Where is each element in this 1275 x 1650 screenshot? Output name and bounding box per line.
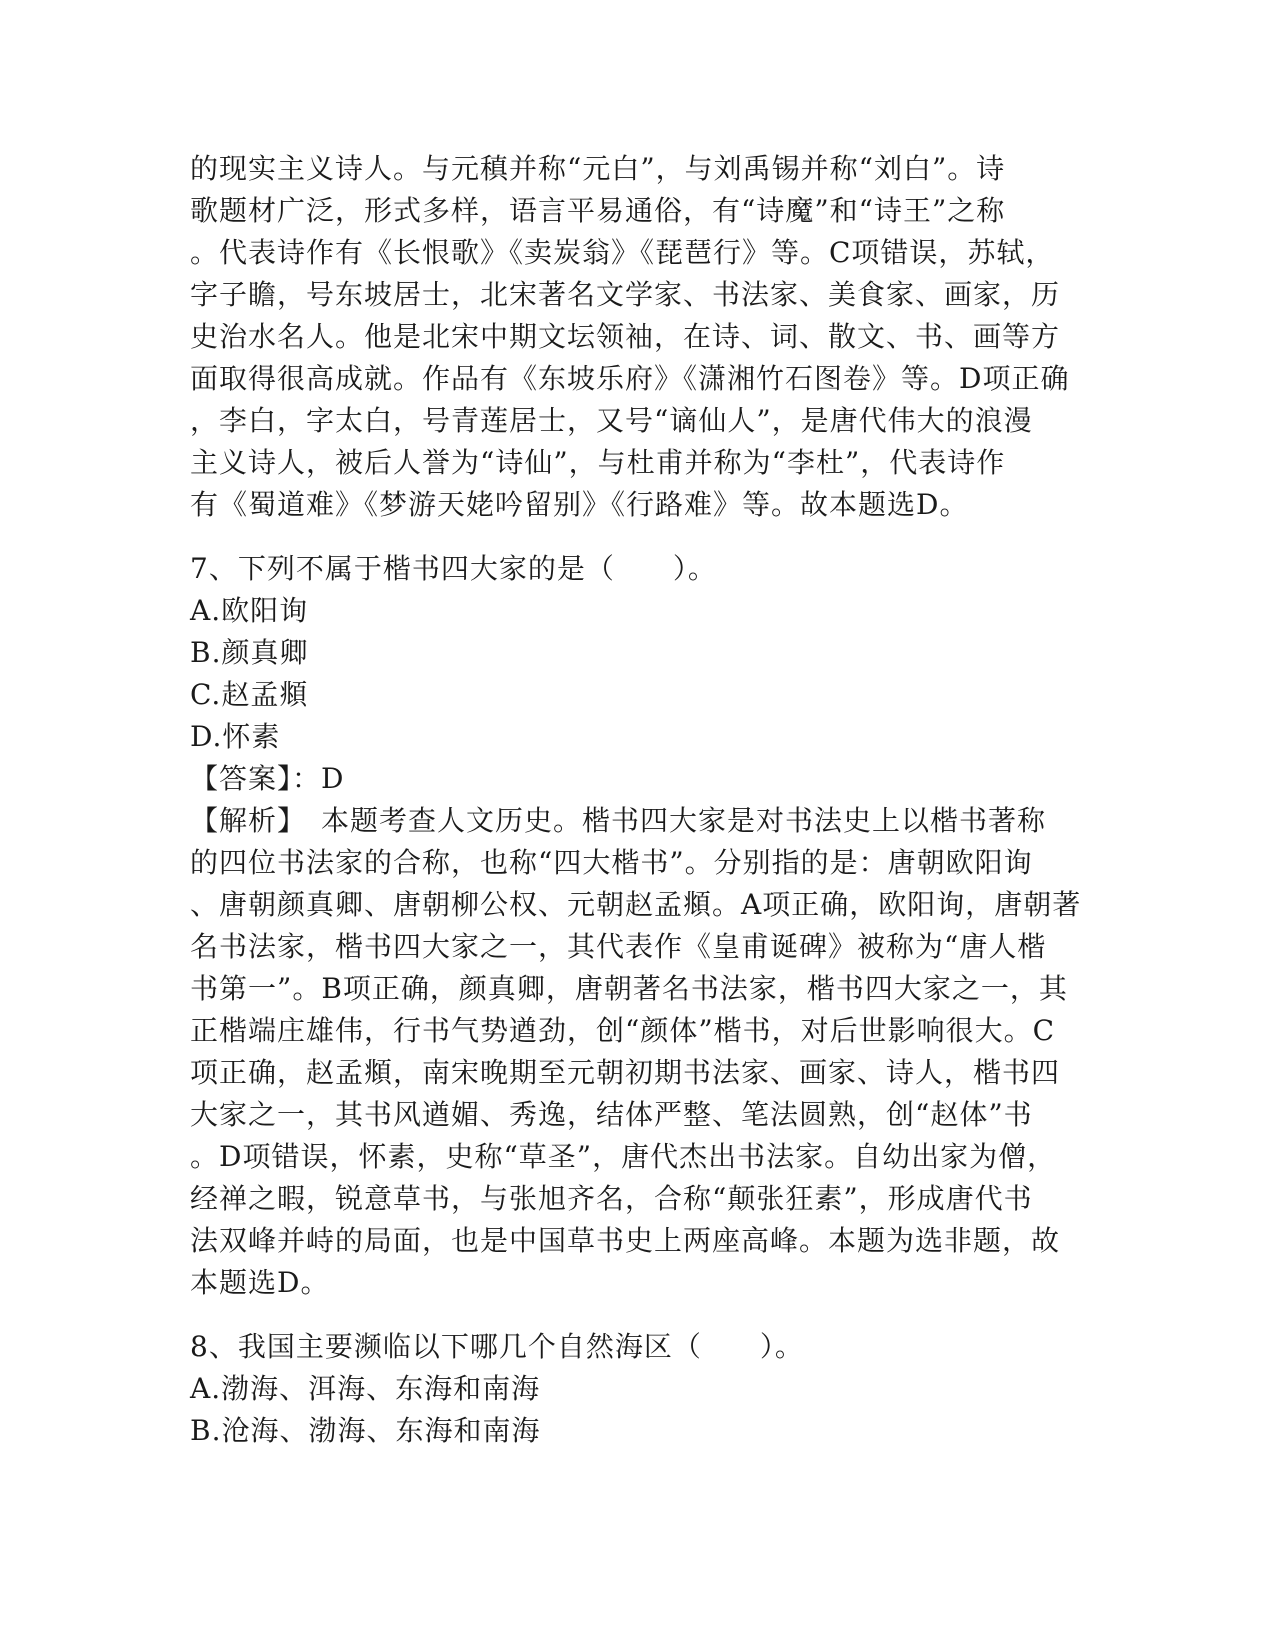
text-line: 经禅之暇，锐意草书，与张旭齐名，合称“颠张狂素”，形成唐代书 xyxy=(190,1182,1033,1215)
text-line: 歌题材广泛，形式多样，语言平易通俗，有“诗魔”和“诗王”之称 xyxy=(190,194,1006,227)
text-line: 大家之一，其书风遒媚、秀逸，结体严整、笔法圆熟，创“赵体”书 xyxy=(190,1098,1033,1131)
question-7 xyxy=(190,548,1090,1304)
text-line: 书第一”。B项正确，颜真卿，唐朝著名书法家，楷书四大家之一，其 xyxy=(190,972,1068,1005)
text-line: 、唐朝颜真卿、唐朝柳公权、元朝赵孟頫。A项正确，欧阳询，唐朝著 xyxy=(190,888,1082,921)
answer-line: 【答案】：D xyxy=(190,762,345,795)
option-c: C.赵孟頫 xyxy=(190,678,309,711)
text-line: 本题选D。 xyxy=(190,1266,330,1299)
q6-explanation xyxy=(190,148,1090,526)
text-line: 法双峰并峙的局面，也是中国草书史上两座高峰。本题为选非题，故 xyxy=(190,1224,1061,1257)
question-text: 7、下列不属于楷书四大家的是（ ）。 xyxy=(190,552,717,585)
text-line: 。D项错误，怀素，史称“草圣”，唐代杰出书法家。自幼出家为僧， xyxy=(190,1140,1057,1173)
text-line: 主义诗人，被后人誉为“诗仙”，与杜甫并称为“李杜”，代表诗作 xyxy=(190,446,1006,479)
text-line: 有《蜀道难》《梦游天姥吟留别》《行路难》等。故本题选D。 xyxy=(190,488,969,521)
q7-explanation xyxy=(190,800,1090,1304)
document-page xyxy=(190,148,1090,1452)
text-line: 项正确，赵孟頫，南宋晚期至元朝初期书法家、画家、诗人，楷书四 xyxy=(190,1056,1061,1089)
text-line: 史治水名人。他是北宋中期文坛领袖，在诗、词、散文、书、画等方 xyxy=(190,320,1061,353)
option-a: A.欧阳询 xyxy=(190,594,309,627)
text-line: 的现实主义诗人。与元稹并称“元白”，与刘禹锡并称“刘白”。诗 xyxy=(190,152,1006,185)
question-text: 8、我国主要濒临以下哪几个自然海区（ ）。 xyxy=(190,1330,804,1363)
text-line: 。代表诗作有《长恨歌》《卖炭翁》《琵琶行》等。C项错误，苏轼， xyxy=(190,236,1055,269)
option-a: A.渤海、洱海、东海和南海 xyxy=(190,1372,541,1405)
option-b: B.沧海、渤海、东海和南海 xyxy=(190,1414,541,1447)
text-line: 【解析】 本题考查人文历史。楷书四大家是对书法史上以楷书著称 xyxy=(190,804,1047,837)
text-line: 名书法家，楷书四大家之一，其代表作《皇甫诞碑》被称为“唐人楷 xyxy=(190,930,1047,963)
text-line: ，李白，字太白，号青莲居士，又号“谪仙人”，是唐代伟大的浪漫 xyxy=(190,404,1033,437)
text-line: 面取得很高成就。作品有《东坡乐府》《潇湘竹石图卷》等。D项正确 xyxy=(190,362,1070,395)
text-line: 字子瞻，号东坡居士，北宋著名文学家、书法家、美食家、画家，历 xyxy=(190,278,1061,311)
option-d: D.怀素 xyxy=(190,720,281,753)
option-b: B.颜真卿 xyxy=(190,636,309,669)
question-8 xyxy=(190,1326,1090,1452)
text-line: 的四位书法家的合称，也称“四大楷书”。分别指的是：唐朝欧阳询 xyxy=(190,846,1033,879)
text-line: 正楷端庄雄伟，行书气势遒劲，创“颜体”楷书，对后世影响很大。C xyxy=(190,1014,1056,1047)
